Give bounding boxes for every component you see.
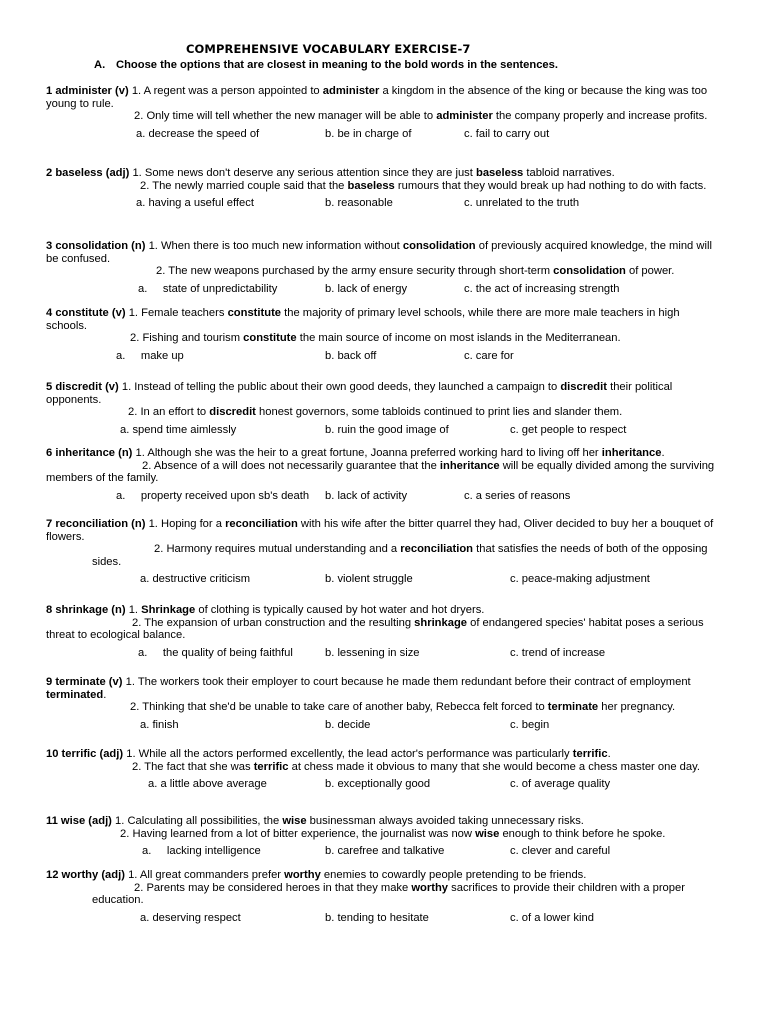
bold-target-word: baseless — [475, 167, 524, 179]
sentence-text: 2. Thinking that she'd be unable to take care of another baby, Rebecca felt forced to — [130, 701, 548, 714]
answer-option-c: c. trend of increase — [510, 646, 606, 659]
sentence-text: 2. The expansion of urban construction and the resulting — [132, 616, 415, 629]
sentence-text: 1. When there is too much new information without — [148, 240, 403, 252]
bold-target-word: worthy — [411, 881, 449, 894]
bold-target-word: terrific — [253, 760, 289, 773]
sentence-text: 2. Fishing and tourism — [130, 332, 244, 345]
vocab-entry — [46, 869, 718, 925]
bold-target-word: discredit — [560, 381, 607, 393]
sentence-text: rumours that they would break up had nothing to do with facts. — [394, 179, 707, 192]
bold-target-word: terrific — [572, 748, 608, 760]
bold-target-word: consolidation — [402, 240, 476, 252]
bold-target-word: consolidation — [553, 265, 626, 278]
answer-option-c: c. get people to respect — [510, 423, 627, 436]
sentence-text: tabloid narratives. — [523, 167, 615, 179]
sentence-text: enemies to cowardly people pretending to be friends. — [320, 869, 587, 881]
answer-option-c: c. the act of increasing strength — [464, 282, 620, 295]
sentence-1 — [46, 676, 718, 701]
sentence-1 — [46, 240, 718, 265]
sentence-text: . — [103, 688, 107, 701]
answer-option-a: a. the quality of being faithful — [138, 646, 293, 659]
sentence-text: that satisfies the needs of both of the opposing sides. — [92, 543, 708, 568]
sentence-text: the company properly and increase profits. — [492, 110, 708, 123]
answer-option-c: c. clever and careful — [510, 845, 611, 858]
entry-headword: 12 worthy (adj) — [46, 869, 125, 881]
sentence-2 — [46, 828, 718, 841]
sentence-2 — [92, 882, 718, 907]
bold-target-word: constitute — [227, 307, 282, 319]
sentence-text: with his wife after the bitter quarrel they had, Oliver decided to buy her a bouquet of flowers. — [46, 518, 714, 543]
sentence-1 — [46, 748, 718, 761]
bold-target-word: discredit — [209, 406, 256, 419]
answer-option-b: b. back off — [325, 349, 377, 362]
sentence-1 — [46, 815, 718, 828]
bold-target-word: reconciliation — [225, 518, 298, 530]
vocab-entry — [46, 85, 718, 141]
answer-option-a: a. property received upon sb's death — [116, 489, 310, 502]
sentence-text: 2. The new weapons purchased by the army ensure security through short-term — [156, 265, 554, 278]
sentence-text: . — [607, 748, 611, 760]
sentence-1 — [46, 869, 718, 882]
bold-target-word: baseless — [347, 179, 395, 192]
sentence-text: of clothing is typically caused by hot water and hot dryers. — [195, 604, 485, 616]
sentence-text: of endangered species' habitat poses a serious threat to ecological balance. — [46, 616, 704, 642]
answer-option-c: c. of a lower kind — [510, 911, 594, 924]
sentence-text: their political opponents. — [46, 381, 673, 406]
sentence-2 — [46, 617, 718, 642]
bold-target-word: inheritance — [439, 459, 500, 472]
answer-option-a: a. lacking intelligence — [142, 845, 261, 858]
vocab-entry — [46, 307, 718, 363]
answer-option-a: a. decrease the speed of — [136, 127, 260, 140]
entry-headword: 7 reconciliation (n) — [46, 518, 146, 530]
answer-option-c: c. unrelated to the truth — [464, 197, 580, 210]
bold-target-word: terminate — [547, 701, 599, 714]
instruction-text: Choose the options that are closest in meaning to the bold words in the sentences. — [116, 59, 558, 71]
answer-options — [46, 573, 718, 586]
answer-options — [46, 197, 718, 210]
vocab-entry — [46, 815, 718, 858]
answer-option-a: a. having a useful effect — [136, 197, 254, 210]
answer-option-b: b. decide — [325, 718, 371, 731]
sentence-1 — [46, 518, 718, 543]
sentence-text: 1. Although she was the heir to a great fortune, Joanna preferred working hard to living off her — [135, 447, 602, 459]
sentence-text: the majority of primary level schools, while there are more male teachers in high schools. — [46, 307, 680, 332]
vocab-entry — [46, 447, 718, 503]
sentence-text: will be equally divided among the surviving members of the family. — [46, 459, 715, 485]
answer-option-c: c. care for — [464, 349, 514, 362]
answer-option-b: b. lack of energy — [325, 282, 408, 295]
sentence-text: 1. All great commanders prefer — [128, 869, 285, 881]
vocab-entry — [46, 676, 718, 732]
sentence-text: 1. While all the actors performed excellently, the lead actor's performance was particularly — [126, 748, 573, 760]
sentence-text: the main source of income on most islands in the Mediterranean. — [296, 332, 621, 345]
bold-target-word: wise — [475, 827, 500, 840]
sentence-text: 1. Instead of telling the public about their own good deeds, they launched a campaign to — [121, 381, 561, 393]
sentence-text: 1. — [128, 604, 142, 616]
sentence-1 — [46, 85, 718, 110]
entry-headword: 10 terrific (adj) — [46, 748, 124, 760]
instruction — [94, 59, 558, 72]
bold-target-word: worthy — [284, 869, 321, 881]
sentence-1 — [46, 307, 718, 332]
entry-headword: 3 consolidation (n) — [46, 240, 146, 252]
bold-target-word: shrinkage — [414, 616, 468, 629]
vocab-entry — [46, 748, 718, 791]
sentence-1 — [46, 381, 718, 406]
page-title: COMPREHENSIVE VOCABULARY EXERCISE-7 — [186, 42, 471, 56]
bold-target-word: Shrinkage — [141, 604, 196, 616]
sentence-2 — [46, 180, 718, 193]
answer-options — [46, 647, 718, 660]
answer-option-a: a. spend time aimlessly — [120, 423, 237, 436]
sentence-text: businessman always avoided taking unnecessary risks. — [306, 815, 584, 827]
sentence-text: 2. In an effort to — [128, 406, 210, 419]
sentence-text: 2. The fact that she was — [132, 760, 254, 773]
sentence-2 — [46, 761, 718, 774]
answer-option-a: a. destructive criticism — [140, 573, 251, 586]
sentence-text: 2. Having learned from a lot of bitter experience, the journalist was now — [120, 827, 476, 840]
answer-options — [46, 845, 718, 858]
sentence-text: a kingdom in the absence of the king or because the king was too young to rule. — [46, 85, 708, 110]
answer-option-b: b. reasonable — [325, 197, 393, 210]
sentence-text: . — [661, 447, 665, 459]
answer-option-b: b. lessening in size — [325, 646, 420, 659]
sentence-text: her pregnancy. — [598, 701, 676, 714]
sentence-text: honest governors, some tabloids continued to print lies and slander them. — [255, 406, 623, 419]
entry-headword: 9 terminate (v) — [46, 676, 123, 688]
sentence-2 — [46, 332, 718, 345]
entry-headword: 4 constitute (v) — [46, 307, 126, 319]
sentence-1 — [46, 604, 718, 617]
bold-target-word: administer — [436, 110, 493, 123]
bold-target-word: wise — [282, 815, 307, 827]
answer-option-a: a. finish — [140, 718, 179, 731]
answer-options — [46, 719, 718, 732]
answer-option-c: c. begin — [510, 718, 550, 731]
answer-options — [46, 128, 718, 141]
answer-option-b: b. be in charge of — [325, 127, 412, 140]
answer-option-a: a. a little above average — [148, 778, 267, 791]
sentence-text: at chess made it obvious to many that she would become a chess master one day. — [288, 760, 700, 773]
sentence-2 — [92, 265, 718, 278]
entry-headword: 11 wise (adj) — [46, 815, 112, 827]
sentence-text: 2. Only time will tell whether the new manager will be able to — [134, 110, 437, 123]
answer-options — [46, 778, 718, 791]
entry-headword: 2 baseless (adj) — [46, 167, 130, 179]
answer-option-b: b. exceptionally good — [325, 778, 431, 791]
answer-option-b: b. tending to hesitate — [325, 911, 429, 924]
vocab-entry — [46, 604, 718, 660]
bold-target-word: terminated — [46, 688, 104, 701]
bold-target-word: constitute — [243, 332, 297, 345]
vocab-entry — [46, 518, 718, 586]
answer-option-b: b. ruin the good image of — [325, 423, 449, 436]
entry-headword: 1 administer (v) — [46, 85, 129, 97]
sentence-text: 2. The newly married couple said that the — [140, 179, 348, 192]
sentence-text: enough to think before he spoke. — [499, 827, 666, 840]
sentence-2 — [46, 460, 718, 485]
answer-options — [46, 350, 718, 363]
sentence-text: 2. Harmony requires mutual understanding and a — [154, 543, 401, 556]
instruction-label: A. — [94, 59, 106, 71]
sentence-text: 1. Hoping for a — [148, 518, 226, 530]
sentence-text: 2. Parents may be considered heroes in that they make — [134, 881, 412, 894]
answer-options — [46, 424, 718, 437]
sentence-text: 1. Some news don't deserve any serious attention since they are just — [132, 167, 476, 179]
sentence-text: 2. Absence of a will does not necessarily guarantee that the — [142, 459, 440, 472]
answer-option-b: b. violent struggle — [325, 573, 413, 586]
sentence-text: sacrifices to provide their children with a proper education. — [92, 881, 685, 907]
answer-options — [46, 283, 718, 296]
entry-headword: 6 inheritance (n) — [46, 447, 133, 459]
answer-options — [46, 490, 718, 503]
sentence-text: 1. A regent was a person appointed to — [131, 85, 323, 97]
answer-option-b: b. lack of activity — [325, 489, 408, 502]
answer-option-c: c. peace-making adjustment — [510, 573, 650, 586]
entry-headword: 5 discredit (v) — [46, 381, 119, 393]
vocab-entry — [46, 240, 718, 296]
answer-option-c: c. a series of reasons — [464, 489, 571, 502]
vocab-entry — [46, 381, 718, 437]
sentence-2 — [46, 701, 718, 714]
sentence-1 — [46, 447, 718, 460]
answer-option-a: a. make up — [116, 349, 184, 362]
vocab-entry — [46, 167, 718, 210]
sentence-1 — [46, 167, 718, 180]
entry-headword: 8 shrinkage (n) — [46, 604, 126, 616]
sentence-text: 1. The workers took their employer to court because he made them redundant before their contract of employment — [125, 676, 691, 688]
answer-option-c: c. fail to carry out — [464, 127, 550, 140]
sentence-text: 1. Female teachers — [128, 307, 228, 319]
answer-option-b: b. carefree and talkative — [325, 845, 445, 858]
answer-option-a: a. deserving respect — [140, 911, 241, 924]
sentence-text: 1. Calculating all possibilities, the — [115, 815, 283, 827]
answer-options — [46, 912, 718, 925]
answer-option-a: a. state of unpredictability — [138, 282, 278, 295]
bold-target-word: administer — [322, 85, 380, 97]
sentence-text: of power. — [625, 265, 675, 278]
bold-target-word: inheritance — [601, 447, 662, 459]
sentence-2 — [92, 110, 718, 123]
sentence-2 — [46, 406, 718, 419]
sentence-2 — [92, 543, 718, 568]
answer-option-c: c. of average quality — [510, 778, 611, 791]
bold-target-word: reconciliation — [400, 543, 474, 556]
sentence-text: of previously acquired knowledge, the mind will be confused. — [46, 240, 712, 265]
